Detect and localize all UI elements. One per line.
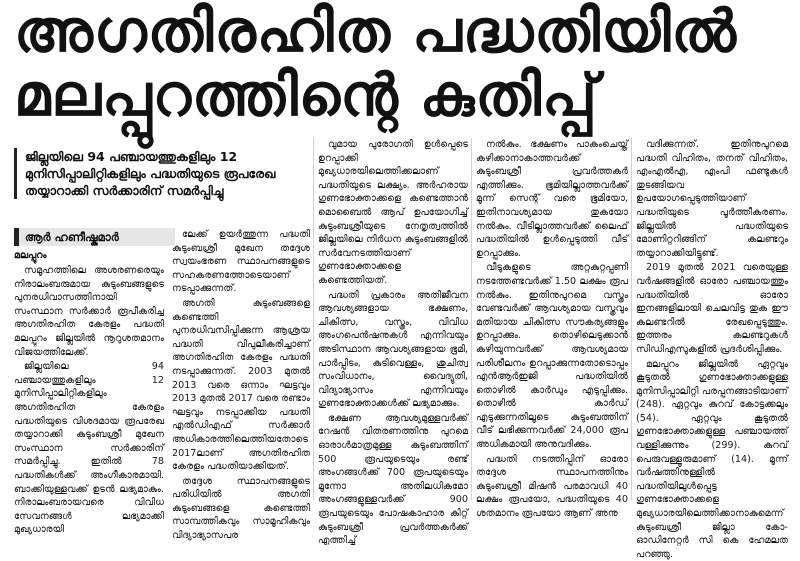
paragraph: ജില്ലയിലെ 94 പഞ്ചായത്തുകളിലും 12 മുനിസിപ്പാലിറ്റികളിലും അഗതിരഹിത കേരളം പദ്ധതിയുടെ വിശദമായ രൂപരേഖ തയ്യാറാക്കി കുടുംബശ്രീ മുഖേന സംസ്ഥാന സർക്കാരിന് സമർപ്പിച്ചു. ഇതിൽ 78 പദ്ധതികൾക്ക് അംഗീകാരമായി. ബാക്കിയുള്ളവക്ക് ഉടൻ ലഭ്യമാകും. നിരാലംബരായവരെ വിവിധ സേവനങ്ങൾ ലഭ്യമാക്കി മുഖ്യധാരയി [14, 360, 164, 537]
paragraph: പദ്ധതി പ്രകാരം അതിജീവന ആവശ്യങ്ങളായ ഭക്ഷണം, ചികിത്സ, വസ്ത്രം, വിവിധ അംഗപെൻഷനുകൾ എന്നിവയും അടിസ്ഥാന ആവശ്യങ്ങളായ ഭൂമി, പാർപ്പിടം, കുടിവെള്ളം, ശുചിത്വ സംവിധാനം, വൈദ്യുതി, വിദ്യാഭ്യാസം എന്നിവയും ഗുണഭോക്താക്കൾക്ക് ലഭ്യമാക്കും. [318, 289, 468, 411]
headline-line-2: മലപ്പുറത്തിന്റെ കുതിപ്പ് [14, 66, 786, 124]
paragraph: മലപ്പുറം ജില്ലയിൽ ഏറ്റവും കൂടുതൽ ഗുണഭോക്താക്കളുള്ള മുനിസിപ്പാലിറ്റി പരപ്പനങ്ങാടിയാണ് (248). ഏറ്റവും കുറവ് കോട്ടക്കലും (54). ഏറ്റവും കൂടുതൽ ഗുണഭോക്താക്കളുള്ള പഞ്ചായത്ത് വള്ളിക്കുന്നും (299). കുറവ് പെരുവള്ളൂരുമാണ് (14). മൂന്ന് വർഷത്തിനുള്ളിൽ പദ്ധതിയിലുൾപ്പെട്ട ഗുണഭോക്താക്കളെ മുഖ്യധാരയിലെത്തിക്കാനാകുമെന്ന് കുടുംബശ്രീ ജില്ലാ കോ- ഓഡിനേറ്റർ സി കെ ഹേമലത പറഞ്ഞു. [636, 358, 788, 561]
paragraph: വീടുകളുടെ അറ്റകുറ്റപ്പണി നടത്തേണ്ടവർക്ക് 1.50 ലക്ഷം രൂപ നൽകും. ഇതിനുപുറമെ വസ്ത്രം വേണ്ടവർക്ക് ആവശ്യമായ വസ്ത്രവും മതിയായ ചികിത്സ സൗകര്യങ്ങളും ഉറപ്പാക്കും. തൊഴിലെടുക്കാൻ കഴിയുന്നവർക്ക് ആവശ്യമായ പരിശീലനം ഉറപ്പാക്കുന്നതോടൊപ്പം എൻആർഇജി പദ്ധതിയിൽ തൊഴിൽ കാർഡും എടുപ്പിക്കും. തൊഴിൽ കാർഡ് എടുക്കുന്നതിലൂടെ കുടുംബത്തിന് വീട് ലഭിക്കുന്നവർക്ക് 24,000 രൂപ അധികമായി അനുവദിക്കും. [476, 261, 628, 451]
paragraph: അഗതി കുടുംബങ്ങളെ കണ്ടെത്തി പുനരധിവസിപ്പിക്കുന്ന ആശ്രയ പദ്ധതി വിപുലീകരിച്ചാണ് അഗതിരഹിത കേരളം പദ്ധതി നടപ്പാക്കുന്നത്. 2003 മുതൽ 2013 വരെ ഒന്നാം ഘട്ടവും 2013 മുതൽ 2017 വരെ രണ്ടാം ഘട്ടവും നടപ്പാക്കിയ പദ്ധതി എൽഡിഎഫ് സർക്കാർ അധികാരത്തിലെത്തിയതോടെ 2017ലാണ് അഗതിരഹിത കേരളം പദ്ധതിയാക്കിയത്. [172, 297, 310, 474]
column-divider [471, 138, 472, 500]
paragraph: തദ്ദേശ സ്ഥാപനങ്ങളുടെ പരിധിയിൽ അഗതി കുടുംബങ്ങളെ കണ്ടെത്തി സാമ്പത്തികവും സാമൂഹികവും വിദ്യാഭ്യാസപര [172, 475, 310, 543]
kicker-text: ജില്ലയിലെ 94 പഞ്ചായത്തുകളിലും 12 മുനിസിപ്പാലിറ്റികളിലും പദ്ധതിയുടെ രൂപരേഖ തയ്യാറാക്കി സർക്കാരിന് സമർപ്പിച്ചു [25, 148, 308, 199]
byline: ആർ ഹണീഷ്കുമാർ [14, 228, 175, 246]
paragraph: വുമായ പുരോഗതി ഉൾപ്പെടെ ഉറപ്പാക്കി മുഖ്യധാരയിലെത്തിക്കലാണ് പദ്ധതിയുടെ ലക്ഷ്യം. അർഹരായ ഗുണഭോക്താക്കളെ കണ്ടെത്താൻ മൊബൈൽ ആപ് ഉപയോഗിച്ച് കുടുംബശ്രീയുടെ നേതൃത്വത്തിൽ ജില്ലയിലെ നിർധന കുടുംബങ്ങളിൽ സർവേനടത്തിയാണ് ഗുണഭോക്താക്കളെ കണ്ടെത്തിയത്. [318, 138, 468, 288]
paragraph: നൽകും. ഭക്ഷണം പാകംചെയ്ത് കഴിക്കാനാകാത്തവർക്ക് കുടുംബശ്രീ പ്രവർത്തകർ എത്തിക്കും. ഭൂമിയില്ലാത്തവർക്ക് മൂന്ന് സെന്റ് വരെ ഭൂമിയോ, ഇതിനാവശ്യമായ തുകയോ നൽകും. വീടില്ലാത്തവർക്ക് ലൈഫ് പദ്ധതിയിൽ ഉൾപ്പെടുത്തി വീട് ഉറപ്പാക്കും. [476, 138, 628, 260]
paragraph: ലേക്ക് ഉയർത്തുന്ന പദ്ധതി കുടുംബശ്രീ മുഖേന തദ്ദേശ സ്വയംഭരണ സ്ഥാപനങ്ങളുടെ സഹകരണത്തോടെയാണ് നടപ്പാക്കുന്നത്. [172, 228, 310, 296]
article-column-5 [636, 138, 788, 500]
article-column-2 [172, 228, 310, 500]
headline [14, 2, 786, 124]
dateline: മലപ്പുറം [14, 250, 46, 261]
headline-line-1: അഗതിരഹിത പദ്ധതിയിൽ [14, 2, 786, 60]
paragraph: 2019 മുതൽ 2021 വരെയുള്ള വർഷങ്ങളിൽ ഓരോ പഞ്ചായത്തും പദ്ധതിയിൽ ഓരോ ഇനങ്ങളിലായി ചെലവിട്ട തുക ഈ കലണ്ടറിൽ രേഖപ്പെടുത്തും. ഇത്തരം കലണ്ടറുകൾ സിഡിഎസുകളിൽ പ്രദർശിപ്പിക്കും. [636, 261, 788, 356]
paragraph: ഭക്ഷണ ആവശ്യമുള്ളവർക്ക് റേഷൻ വിതരണത്തിനു പുറമെ ഓരാൾമാത്രമുള്ള കുടുംബത്തിന് 500 രൂപയുടെയും രണ്ട് അംഗങ്ങൾക്ക് 700 രൂപയുടെയും മൂന്നോ അതിലധികമോ അംഗങ്ങളുള്ളവർക്ക് 900 രൂപയുടെയും പോഷകാഹാര കിറ്റ് കുടുംബശ്രീ പ്രവർത്തകർക്ക് എത്തിച്ച് [318, 412, 468, 548]
column-divider [313, 138, 314, 500]
paragraph: പദ്ധതി നടത്തിപ്പിന് ഓരോ തദ്ദേശ സ്ഥാപനത്തിനും കുടുംബശ്രീ മിഷൻ പരമാവധി 40 ലക്ഷം രൂപയോ, പദ്ധതിയുടെ 40 ശതമാനം രൂപയോ ആണ് അനു [476, 453, 628, 521]
paragraph: സമൂഹത്തിലെ അശരണരെയും നിരാലംബരുമായ കുടുംബങ്ങളുടെ പുനരധിവാസത്തിനായി സംസ്ഥാന സർക്കാർ രൂപീകരിച്ച അഗതിരഹിത കേരളം പദ്ധതി മലപ്പുറം ജില്ലയിൽ നൂറുശതമാനം വിജയത്തിലേക്ക്. [14, 264, 164, 359]
kicker-bar [14, 148, 17, 199]
paragraph: വദിക്കുന്നത്. ഇതിനുപുറമെ പദ്ധതി വിഹിതം, തനത് വിഹിതം, എംഎൽഎ, എംപി ഫണ്ടുകൾ തുടങ്ങിയവ ഉപയോഗപ്പെടുത്തിയാണ് പദ്ധതിയുടെ പൂർത്തീകരണം. ജില്ലയിൽ പദ്ധതിയുടെ മോണിറ്ററിങ്ങിന് കലണ്ടറും തയ്യാറാക്കിയിട്ടുണ്ട്. [636, 138, 788, 260]
article-column-4 [476, 138, 628, 500]
column-divider [631, 138, 632, 500]
kicker [14, 148, 308, 199]
article-column-3 [318, 138, 468, 500]
article-column-1 [14, 264, 164, 500]
